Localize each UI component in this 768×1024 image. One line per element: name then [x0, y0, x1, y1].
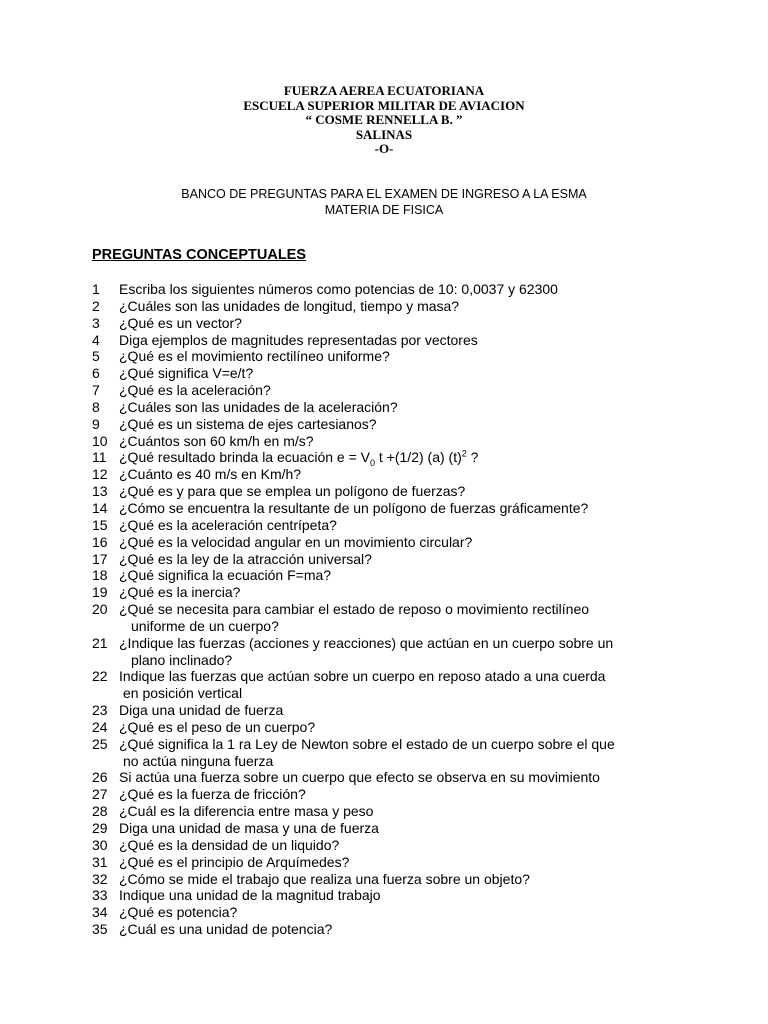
list-item — [92, 534, 692, 551]
question-text: ¿Qué es un vector? — [119, 314, 242, 331]
question-text: ¿Qué es potencia? — [119, 904, 238, 921]
list-item — [92, 315, 692, 332]
list-item — [92, 416, 692, 433]
question-text: ¿Qué es el movimiento rectilíneo uniforme? — [119, 348, 390, 365]
list-item — [92, 433, 692, 450]
question-number: 15 — [92, 516, 108, 533]
question-number: 8 — [92, 398, 100, 415]
question-number: 27 — [92, 786, 108, 803]
question-text: Si actúa una fuerza sobre un cuerpo que efecto se observa en su movimiento — [119, 769, 600, 786]
question-text: ¿Qué es la aceleración? — [119, 382, 271, 399]
question-text: ¿Cuáles son las unidades de longitud, tiempo y masa? — [119, 297, 460, 314]
question-text: ¿Qué es y para que se emplea un polígono de fuerzas? — [119, 483, 466, 500]
question-text: Escriba los siguientes números como potencias de 10: 0,0037 y 62300 — [119, 281, 558, 297]
list-item — [92, 601, 692, 635]
question-number: 25 — [92, 735, 108, 752]
question-number: 11 — [92, 449, 107, 466]
question-number: 3 — [92, 314, 100, 331]
question-text-end: ? — [466, 449, 479, 466]
header-line-5: -O- — [374, 141, 394, 156]
question-text: Diga una unidad de masa y una de fuerza — [119, 820, 379, 836]
list-item — [92, 921, 692, 938]
question-text: ¿Qué es la densidad de un liquido? — [119, 836, 340, 853]
question-number: 14 — [92, 499, 108, 516]
question-number: 29 — [92, 820, 108, 836]
question-continuation: no actúa ninguna fuerza — [123, 752, 274, 769]
question-number: 21 — [92, 634, 108, 651]
question-text: ¿Qué es la fuerza de fricción? — [119, 786, 306, 803]
question-number: 18 — [92, 567, 108, 584]
header-line-1: FUERZA AEREA ECUATORIANA — [283, 83, 485, 98]
list-item — [92, 466, 692, 483]
question-number: 20 — [92, 601, 108, 618]
subtitle-line-1: BANCO DE PREGUNTAS PARA EL EXAMEN DE INGRESO A LA ESMA — [181, 187, 587, 201]
question-number: 33 — [92, 887, 108, 904]
question-number: 30 — [92, 836, 108, 853]
question-text: ¿Cuál es la diferencia entre masa y peso — [119, 803, 374, 820]
list-item — [92, 500, 692, 517]
list-item — [92, 854, 692, 871]
question-number: 28 — [92, 803, 108, 820]
question-text: ¿Cómo se mide el trabajo que realiza una fuerza sobre un objeto? — [119, 870, 530, 887]
question-text: ¿Qué es la aceleración centrípeta? — [119, 516, 337, 533]
question-text: ¿Qué es la inercia? — [119, 584, 241, 601]
question-number: 12 — [92, 466, 108, 483]
question-text: ¿Cuántos son 60 km/h en m/s? — [119, 432, 314, 449]
list-item — [92, 871, 692, 888]
list-item — [92, 348, 692, 365]
question-continuation: uniforme de un cuerpo? — [131, 617, 279, 634]
question-text: Diga una unidad de fuerza — [119, 702, 284, 719]
section-title: PREGUNTAS CONCEPTUALES — [92, 247, 307, 263]
question-text: ¿Qué se necesita para cambiar el estado de reposo o movimiento rectilíneo — [119, 601, 590, 618]
list-item — [92, 803, 692, 820]
list-item — [92, 702, 692, 719]
question-number: 16 — [92, 533, 108, 550]
document-subtitle — [0, 187, 768, 218]
question-text: ¿Qué resultado brinda la ecuación e = V — [119, 449, 370, 466]
question-number: 1 — [92, 281, 100, 297]
question-text: ¿Qué es la ley de la atracción universal? — [119, 550, 372, 567]
institution-header — [0, 84, 768, 157]
list-item — [92, 719, 692, 736]
question-text: ¿Qué significa la ecuación F=ma? — [119, 567, 332, 584]
question-text: Indique una unidad de la magnitud trabajo — [119, 887, 381, 904]
question-text: ¿Qué es la velocidad angular en un movimiento circular? — [119, 533, 473, 550]
question-number: 22 — [92, 668, 108, 685]
list-item — [92, 736, 692, 770]
question-number: 10 — [92, 432, 108, 449]
question-number: 19 — [92, 584, 108, 601]
list-item — [92, 904, 692, 921]
question-list — [92, 281, 692, 938]
question-number: 5 — [92, 348, 100, 365]
question-number: 35 — [92, 921, 108, 938]
question-number: 9 — [92, 415, 100, 432]
question-text: ¿Qué es el peso de un cuerpo? — [119, 718, 316, 735]
question-continuation: plano inclinado? — [131, 651, 233, 668]
question-text: ¿Qué es el principio de Arquímedes? — [119, 853, 350, 870]
question-number: 13 — [92, 483, 108, 500]
question-text: ¿Cómo se encuentra la resultante de un polígono de fuerzas gráficamente? — [119, 499, 589, 516]
question-text: ¿Qué significa V=e/t? — [119, 365, 254, 382]
question-text: ¿Cuáles son las unidades de la aceleración? — [119, 398, 398, 415]
question-number: 23 — [92, 702, 108, 719]
list-item — [92, 399, 692, 416]
list-item — [92, 635, 692, 669]
list-item — [92, 551, 692, 568]
question-number: 32 — [92, 870, 108, 887]
header-line-2: ESCUELA SUPERIOR MILITAR DE AVIACION — [243, 97, 525, 113]
list-item — [92, 448, 692, 469]
subscript-zero: 0 — [370, 458, 376, 469]
list-item — [92, 584, 692, 601]
question-text: ¿Qué significa la 1 ra Ley de Newton sobre el estado de un cuerpo sobre el que — [119, 735, 615, 752]
list-item — [92, 786, 692, 803]
question-number: 4 — [92, 331, 100, 348]
list-item — [92, 668, 692, 702]
list-item — [92, 769, 692, 786]
list-item — [92, 517, 692, 534]
list-item — [92, 365, 692, 382]
list-item — [92, 483, 692, 500]
question-number: 7 — [92, 382, 100, 399]
question-text-middle: t +(1/2) (a) (t) — [375, 449, 462, 466]
header-line-4: SALINAS — [355, 126, 413, 142]
header-line-3: “ COSME RENNELLA B. ” — [305, 112, 463, 127]
list-item — [92, 837, 692, 854]
subtitle-line-2: MATERIA DE FISICA — [324, 202, 444, 217]
list-item — [92, 887, 692, 904]
question-text: ¿Cuál es una unidad de potencia? — [119, 921, 333, 938]
question-continuation: en posición vertical — [123, 685, 243, 702]
list-item — [92, 281, 692, 298]
question-number: 6 — [92, 365, 100, 382]
question-number: 2 — [92, 297, 100, 314]
question-number: 17 — [92, 550, 108, 567]
question-number: 26 — [92, 769, 108, 786]
question-text: ¿Qué es un sistema de ejes cartesianos? — [119, 415, 377, 432]
list-item — [92, 332, 692, 349]
question-number: 34 — [92, 904, 108, 921]
question-number: 31 — [92, 853, 108, 870]
question-text: Indique las fuerzas que actúan sobre un cuerpo en reposo atado a una cuerda — [119, 668, 606, 685]
question-text: ¿Indique las fuerzas (acciones y reacciones) que actúan en un cuerpo sobre un — [119, 634, 614, 651]
list-item — [92, 298, 692, 315]
list-item — [92, 820, 692, 837]
superscript-two: 2 — [461, 448, 467, 459]
question-text: Diga ejemplos de magnitudes representadas por vectores — [119, 331, 478, 348]
question-number: 24 — [92, 718, 108, 735]
question-text: ¿Cuánto es 40 m/s en Km/h? — [119, 466, 302, 483]
list-item — [92, 382, 692, 399]
list-item — [92, 567, 692, 584]
